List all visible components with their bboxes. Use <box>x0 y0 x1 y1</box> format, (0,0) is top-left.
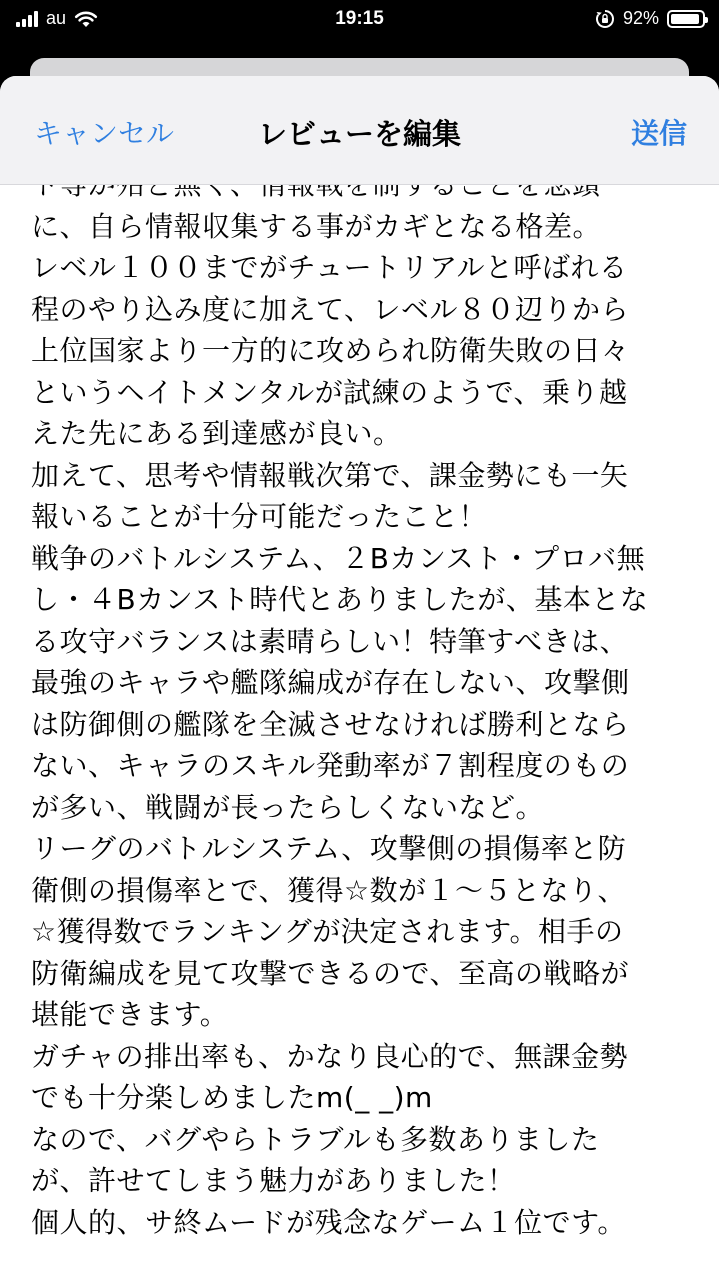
page-title: レビューを編集 <box>257 117 461 151</box>
battery-tip <box>705 17 708 23</box>
review-line: が、許せてしまう魅力がありました！ <box>31 1164 516 1197</box>
review-line: えた先にある到達感が良い。 <box>31 417 402 450</box>
review-line: リーグのバトルシステム、攻撃側の損傷率と防 <box>31 832 627 865</box>
status-right <box>595 8 705 29</box>
battery-percent: 92% <box>622 8 659 28</box>
review-line: 最強のキャラや艦隊編成が存在しない、攻撃側 <box>31 666 630 699</box>
review-line: 個人的、サ終ムードが残念なゲーム１位です。 <box>31 1205 626 1239</box>
status-time: 19:15 <box>335 8 384 29</box>
send-button[interactable]: 送信 <box>630 117 687 150</box>
edit-review-sheet <box>0 76 719 1280</box>
review-line: 上位国家より一方的に攻められ防衛失敗の日々 <box>31 334 630 367</box>
review-line: は防御側の艦隊を全滅させなければ勝利となら <box>31 707 630 741</box>
review-line: し・４Bカンスト時代とありましたが、基本とな <box>31 583 649 616</box>
review-line: 堪能できます。 <box>31 998 229 1031</box>
review-line: 加えて、思考や情報戦次第で、課金勢にも一矢 <box>31 458 629 492</box>
review-line: に、自ら情報収集する事がカギとなる格差。 <box>31 209 602 243</box>
cancel-button[interactable]: キャンセル <box>34 117 175 150</box>
rotation-lock-icon <box>595 9 615 29</box>
review-line: 防衛編成を見て攻撃できるので、至高の戦略が <box>31 956 629 990</box>
review-line: 戦争のバトルシステム、２Bカンスト・プロバ無 <box>31 541 646 575</box>
review-line: 衛側の損傷率とで、獲得☆数が１～５となり、 <box>31 873 627 907</box>
review-line: が多い、戦闘が長ったらしくないなど。 <box>31 790 545 824</box>
navigation-bar <box>0 76 719 185</box>
review-line: 程のやり込み度に加えて、レベル８０辺りから <box>31 292 629 326</box>
status-bar <box>0 0 719 44</box>
review-text-area[interactable] <box>31 164 691 1243</box>
battery-fill <box>671 14 699 24</box>
review-line: というヘイトメンタルが試練のようで、乗り越 <box>31 375 628 409</box>
carrier-label: au <box>46 8 67 28</box>
review-line: る攻守バランスは素晴らしい！特筆すべきは、 <box>31 624 629 658</box>
review-line: ない、キャラのスキル発動率が７割程度のもの <box>31 749 630 782</box>
review-line: ガチャの排出率も、かなり良心的で、無課金勢 <box>31 1039 629 1073</box>
review-line: なので、バグやらトラブルも多数ありました <box>31 1122 600 1156</box>
review-line: 報いることが十分可能だったこと！ <box>31 500 488 533</box>
review-line: でも十分楽しめましたm(_ _)m <box>31 1081 433 1114</box>
review-line: レベル１００までがチュートリアルと呼ばれる <box>31 251 628 284</box>
battery-icon <box>667 10 705 28</box>
review-line: ☆獲得数でランキングが決定されます。相手の <box>31 915 624 948</box>
